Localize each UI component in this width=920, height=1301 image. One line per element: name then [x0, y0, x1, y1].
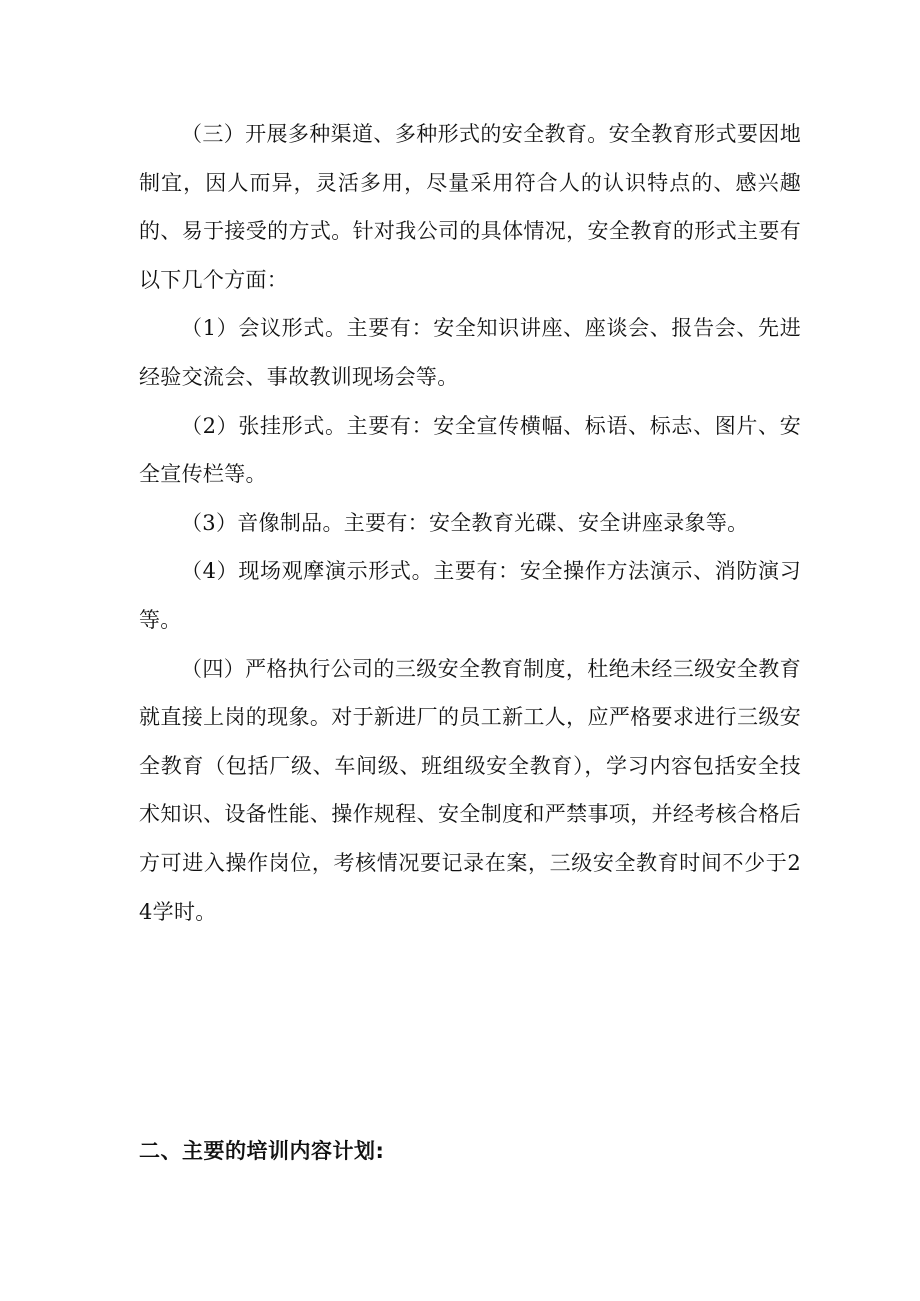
- body-text: [139, 110, 801, 936]
- paragraph-meeting-form: （1）会议形式。主要有：安全知识讲座、座谈会、报告会、先进经验交流会、事故教训现场会等。: [139, 316, 801, 389]
- paragraph-safety-education-forms: （三）开展多种渠道、多种形式的安全教育。安全教育形式要因地制宜，因人而异，灵活多用，尽量采用符合人的认识特点的、感兴趣的、易于接受的方式。针对我公司的具体情况，安全教育的形式主要有以下几个方面：: [139, 122, 801, 292]
- paragraph-posting-form: （2）张挂形式。主要有：安全宣传横幅、标语、标志、图片、安全宣传栏等。: [139, 413, 801, 487]
- section-heading-training-plan: 二、主要的培训内容计划:: [139, 1139, 385, 1163]
- paragraph-three-level-education: （四）严格执行公司的三级安全教育制度，杜绝未经三级安全教育就直接上岗的现象。对于新进厂的员工新工人，应严格要求进行三级安全教育（包括厂级、车间级、班组级安全教育），学习内容包括安全技术知识、设备性能、操作规程、安全制度和严禁事项，并经考核合格后方可进入操作岗位，考核情况要记录在案，三级安全教育时间不少于24学时。: [139, 656, 801, 924]
- paragraph-onsite-demonstration: （4）现场观摩演示形式。主要有：安全操作方法演示、消防演习等。: [139, 559, 801, 632]
- paragraph-audio-video: （3）音像制品。主要有：安全教育光碟、安全讲座录象等。: [181, 510, 749, 535]
